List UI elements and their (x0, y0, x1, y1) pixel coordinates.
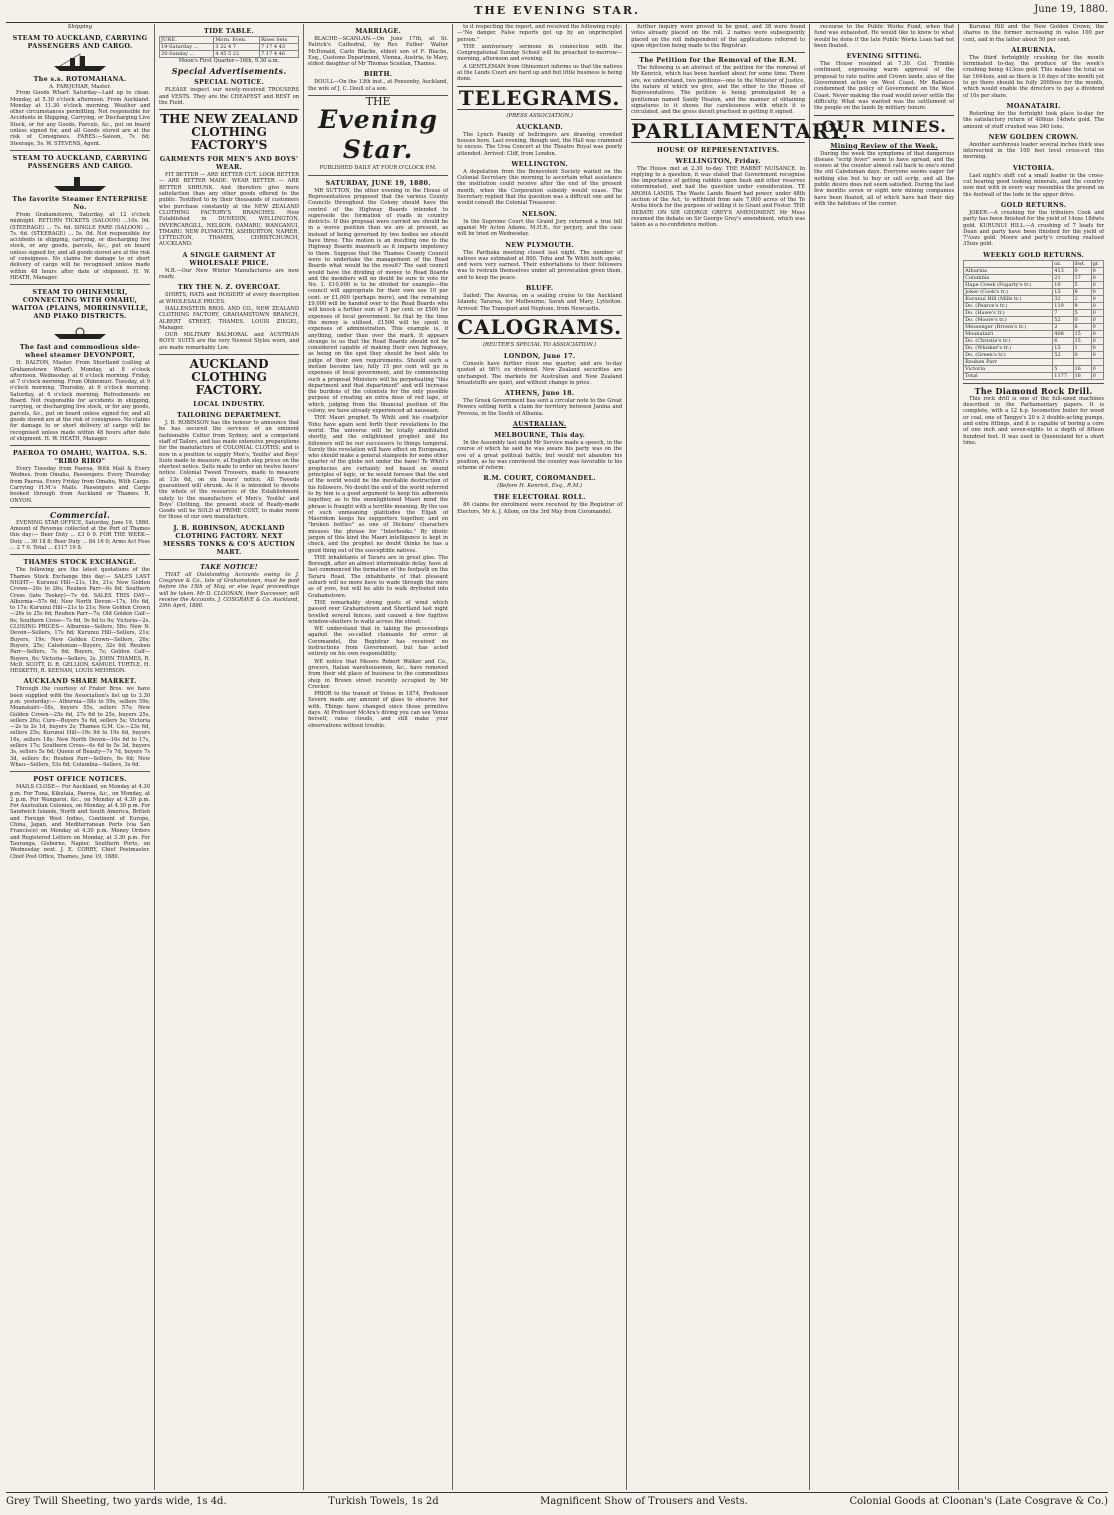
table-cell: 0 (1091, 316, 1103, 323)
masthead-title: THE EVENING STAR. (474, 4, 640, 17)
table-cell: 0 (1091, 288, 1103, 295)
ad-text: SHIRTS, HATS and HOSIERY of every description at WHOLESALE PRICES. (159, 292, 300, 305)
section-heading: THAMES STOCK EXCHANGE. (23, 558, 137, 567)
table-row (964, 330, 1104, 337)
divider (10, 771, 150, 772)
section-subheading: Mining Review of the Week. (830, 141, 938, 150)
ad-text: THAT all Outstanding Accounts owing to J. Cosgrave & Co., late of Grahamstown, must be paid before the 15th of May, or else legal proceedings will be taken. Mr D. CLOONAN, their Successor, will receive the Accounts. J. COSGRAVE & Co. Auckland, 29th April, 1880. (159, 571, 300, 610)
table-cell: 1177 (1053, 372, 1073, 379)
divider (10, 150, 150, 151)
table-cell: Kurunui Hill (Mills tr.) (964, 295, 1053, 302)
table-row (964, 281, 1104, 288)
article-text: further inquiry were proved to be good, and 38 were found votes already placed on the roll. 2 names were subsequently placed on the roll independent of the applications referred to upon objection being made to the Registrar. (631, 24, 806, 49)
article-text: THE inhabitants of Tararu are in great glee. The Borough, after an almost interminable delay, have at last commenced the formation of the footpath on the Tararu Road. The inhabitants of that pleasant suburb will no more have to wade through the mire as of yore, but will be able to walk dryfooted into Grahamstown. (308, 554, 449, 599)
ad-subheading: TAILORING DEPARTMENT. (176, 411, 282, 420)
footer-ad-strip (6, 1492, 1108, 1511)
table-cell: Do. (Hawe's tr.) (964, 309, 1053, 316)
article-text: The third fortnightly crushing for the month terminated to-day, the produce of the week's crushing being 413ozs gold. This makes the total so far 1644ozs, and as there is 10 days of the month yet to go there should be fully 2000ozs for the month, which would enable the directors to pay a dividend of 10s per share. (963, 54, 1105, 99)
table-row (964, 309, 1104, 316)
article-text: MAILS CLOSE— For Auckland, on Monday at 4.30 p.m. For Tuna, Kikutaia, Paeroa, &c., on Monday, at 2 p.m. For Wangaroi, &c., on Monday at 4.30 p.m. For Australian Colonies, on Monday, at 4.30 p.m. For Sandwich Islands, North and South America, British and Foreign West Indies, Continent of Europe, China, Japan, and Mediterranean Ports (via San Francisco) on Monday at 4.30 p.m. Money Orders and Registered Letters on Monday, at 3.30 p.m. For Tauranga, Gisborne, Napier, Southern Ports, on Wednesday next. J. E. CORRY, Chief Postmaster. Chief Post Office, Thames, June 19, 1880. (10, 784, 151, 860)
ad-subheading: A SINGLE GARMENT AT WHOLESALE PRICE. (182, 250, 276, 267)
dateline: WELLINGTON, Friday. (675, 156, 761, 165)
table-cell: 15 (1073, 337, 1091, 344)
table-cell: 52 (1053, 316, 1073, 323)
article-text: Retorting for the fortnight took place to-day for the satisfactory return of 408ozs 14dwts gold. The amount of stuff crushed was 340 tons. (963, 110, 1105, 130)
masthead (6, 4, 1108, 23)
ad-heading: STEAM TO AUCKLAND, CARRYING PASSENGERS AND CARGO. (12, 153, 148, 170)
table-cell: 0 (1091, 337, 1103, 344)
table-header: gr. (1091, 260, 1103, 267)
table-cell: 408 (1053, 330, 1073, 337)
table-cell: 0 (1073, 316, 1091, 323)
table-row (964, 365, 1104, 372)
article-text: to it respecting the report, and received the following reply:—"No danger. False reports got up by an unprincipled person." (457, 24, 623, 43)
article-text: A GENTLEMAN from Ohinemuri informs us that the natives at the Lands Court are hard up and but little business is being done. (457, 63, 623, 83)
tide-table (159, 36, 299, 58)
article-text: The Lynch Family of bellringers are drawing crowded houses here. Last evening, though wet, the Hall was crammed to excess. The Ursa Concert at the Theatre Royal was poorly attended. Arrived: Cliff, from London. (457, 131, 623, 157)
article-text: PRIOR to the transit of Venus in 1874, Professor Severn made any amount of glass to observe her with. Things have changed since those primitive days. At Professor McAra's diving you can see Venus herself, raise clouds, and still make your observations without trouble. (308, 691, 449, 729)
table-cell: 0 (1073, 267, 1091, 274)
table-cell: Do. (Pearce's tr.) (964, 302, 1053, 309)
section-heading: Special Advertisements. (171, 66, 287, 77)
table-cell: 4 45 5 22 (214, 51, 260, 58)
section-heading: EVENING SITTING. (846, 52, 922, 61)
article-text: THE remarkably strong gusts of wind which passed over Grahamstown and Shortland last night levelled several fences, and caused a few fugitive window-shutters to waltz across the street. (308, 599, 449, 625)
article-text: Kurunui Hill and the New Golden Crown, the shares in the former increasing in value 100 per cent, and in the latter about 50 per cent. (963, 24, 1105, 43)
table-cell: 15 (1053, 344, 1073, 351)
table-cell (1091, 358, 1103, 365)
ship-master: A. FARQUHAR, Master. (49, 84, 111, 90)
section-subheading: (Before H. Kenrick, Esq., R.M.) (497, 483, 583, 490)
article-text: This rock drill is one of the full-sized machines described in the Parliamentary papers. It is complete, with a 12 h.p. locomotive boiler for wood or coal, one of Tangye's 20 x 3 double-acting pumps, and extra fittings, and it is capable of boring a core of one inch and seven-eights to a depth of fifteen hundred feet. It was used in Queensland for a short time. (963, 395, 1105, 446)
table-cell: 0 (1091, 344, 1103, 351)
section-heading: MARRIAGE. (355, 27, 402, 35)
tide-table-title: TIDE TABLE. (204, 27, 255, 35)
ship-name: The favorite Steamer ENTERPRISE No. (12, 194, 148, 211)
column-5 (627, 24, 850, 1490)
section-heading: ALBURNIA. (1011, 45, 1056, 54)
ad-text: J. B. ROBINSON has the honour to announce that he has secured the services of an eminent fashionable Cutter from Sydney, and a competent staff of Tailors, and has made extensive preparations for the manufacture of COLONIAL CLOTHS; and is now in a position to supply Men's, Youths' and Boys' Suits made to measure, at English slop prices on the shortest notice. Suits made to order on twelve hours' notice. Colonial Tweed Trousers, made to measure at 13s 6d, on six hours' notice. All Tweeds guaranteed will shrunk. As it is intended to devote the whole of the resources of the Establishment solely to the manufacture of Men's, Youths' and Boys' Clothing, the present stock of Ready-made Goods will be SOLD at PRIME COST, to make room for those of our own manufacture. (159, 420, 300, 521)
article-text: WE notice that Messrs Robert Walker and Co., grocers, Italian warehousemen, &c., have removed from their old place of business to the commodious shop in Brown street recently occupied by Mr Crocker. (308, 658, 449, 690)
table-cell: 0 (1091, 295, 1103, 302)
section-heading: The Petition for the Removal of the R.M. (639, 56, 797, 65)
table-cell: 0 (1091, 323, 1103, 330)
section-heading: POST OFFICE NOTICES. (33, 775, 127, 784)
paper-the: THE (365, 95, 391, 109)
ad-subheading: TRY THE N. Z. OVERCOAT. (177, 283, 281, 292)
table-cell: 20-Sunday ... (160, 51, 214, 58)
notice-text: DOULL—On the 13th inst., at Ponsonby, Auckland, the wife of J. C. Doull of a son. (308, 79, 449, 92)
section-heading: TELEGRAMS. (458, 85, 621, 110)
ad-heading: TAKE NOTICE! (200, 562, 258, 571)
moon-note: Moon's First Quarter—16th, 9.30 a.m. (178, 58, 280, 64)
section-heading: OUR MINES. (814, 115, 954, 139)
table-row (964, 288, 1104, 295)
article-text: JOKER.—A crushing for the tributers Cook and party has been finished for the yield of 14ozs 18dwts gold. KURUNUI HILL.—A crushing of 7 loads for Dean and party have been finished for the yield of 7¼ozs gold. Moore and party's crushing realised 35ozs gold. (963, 209, 1105, 248)
article-text: Consols have further risen one quarter, and are to-day quoted at 98½ ex dividend. New Zealand securities are unchanged. The markets for Australian and New Zealand breadstuffs are quiet, and without change in price. (457, 360, 623, 386)
article-text: Through the courtesy of Frater Bros. we have been supplied with the Association's list up to 3.30 p.m. yesterday:— Alburnia—58s to 59s, sellers 59s; Moanatairi—58s, buyers 55s, sellers 57s; New Golden Crown—25s 6d, 27s 6d to 25s, buyers 25s, sellers 26s; Cure—Buyers 5s 6d, sellers 5s; Victoria—2s to 2s 1d, buyers 2s; Thames G.M. Co.—23s 6d, sellers 25s; Kurunui Hill—19s 9d to 19s 6d, buyers 16s, sellers 18s; New North Devon—16s 6d to 17s, sellers 17s; Southern Cross—6s 6d to 5s 3d, buyers 3s, sellers 5s 6d; Queen of Beauty—7s 7d, buyers 7s 3d, sellers 8s; Reuben Parr—Sellers, 6s 6d; New Whau—Sellers, 53s 6d; Columbia—Sellers, 3s 6d. (10, 686, 151, 768)
article-text: In the Supreme Court the Grand Jury returned a true bill against Mr Acton Adams, M.H.R., for perjury, and the case will be tried on Wednesday. (457, 218, 623, 238)
table-cell: 15 (1073, 330, 1091, 337)
column-3 (304, 24, 453, 1490)
ad-text: From Grahamstown, Saturday, at 12 o'clock midnight. RETURN TICKETS (SALOON) ...10s. 0d. (STEERAGE) ... 7s. 6d. SINGLE FARE (SALOON) ... 7s. 6d. (STEERAGE) ... 5s. 0d. Not responsible for accidents in shipping, carrying, or discharging live stock, or any goods, parcels, &c., put on board unless signed for, and all goods stored are at the risk of consignees. No claims for damage to or short delivery of cargo will be recognised unless made within 48 hours after date of shipment. H. W. HEATH, Manager. (10, 211, 151, 281)
ad-heading: PAEROA TO OMAHU, WAITOA. S.S. "RIRO RIRO" (12, 449, 148, 466)
table-header: oz. (1053, 260, 1073, 267)
table-cell: 0 (1091, 281, 1103, 288)
ship-name: The fast and commodious side-wheel steamer DEVONPORT, (19, 343, 141, 360)
table-cell: 119 (1053, 302, 1073, 309)
table-cell: 5 (1073, 309, 1091, 316)
weekly-gold-table (963, 260, 1104, 380)
table-row (964, 351, 1104, 358)
table-cell: 7 (1053, 309, 1073, 316)
section-heading: Shipping (67, 24, 93, 30)
column-4 (453, 24, 627, 1490)
table-cell: 413 (1053, 267, 1073, 274)
table-cell: 0 (1091, 365, 1103, 372)
ad-text: HALLENSTEIN BROS. AND CO., NEW ZEALAND CLOTHING FACTORY, GRAHAMSTOWN BRANCH, ALBERT STREET, THAMES. LOUIS ZIEGEL, Manager. (159, 305, 300, 331)
article-text: During the week the symptoms of that dangerous disease "scrip fever" seem to have spread, and the scenes at the counter almost call back to one's mind the old Caledonian days. Everyone seems eager for nothing else but to buy or sell scrip, and all the public desire does not seem satisfied. During the last few months seven or eight new mining companies have been floated, all of which have had their day with the habitues of the corner. (814, 150, 955, 207)
table-cell: 6 (1073, 323, 1091, 330)
table-cell: 7 17 4 46 (260, 51, 299, 58)
table-cell: 3 22 4 7 (214, 44, 260, 51)
divider (10, 554, 150, 555)
dateline: AUCKLAND. (516, 122, 563, 131)
dateline: ATHENS, June 18. (504, 389, 575, 398)
ad-text: N.B.—Our New Winter Manufactures are now ready. (159, 267, 300, 281)
masthead-date: June 19, 1880. (1034, 4, 1108, 15)
steamship-icon (50, 52, 110, 72)
table-cell: 1 (1073, 344, 1091, 351)
article-text: The following is an abstract of the petition for the removal of Mr Kenrick, which has been hawked about for some time. There are, we understand, two petitions—one to the Minister of Justice, the nature of which we give, and the other to the House of Representatives. The petition is being promulgated by a gentleman named Sandy Heaton, and the manner of obtaining signatures to it shows the carelessness with which it is circulated, and the gross deceit practised in getting it signed. (631, 65, 806, 116)
table-cell: Victoria (964, 365, 1053, 372)
article-text: recourse to the Public Works Fund, when that fund was exhausted. He would like to know to what would be done if the late Public Works Loan had not been floated. (814, 24, 955, 49)
section-subheading: (PRESS ASSOCIATION.) (506, 112, 573, 119)
article-text: The House resumed at 7.30. Col. Trimble continued, expressing warm approval of the proposal to rate native and Crown lands; also of the Government action on West Coast. Mr Ballance condemned the policy of Government on the West Coast. Never making the road would never settle the difficulty. What was wanted was the settlement of the people on the lands by military tenure. (814, 61, 955, 112)
ad-subheading: GARMENTS FOR MEN'S AND BOYS' WEAR. (159, 155, 299, 172)
table-cell: 5 (1053, 365, 1073, 372)
dateline: NEW PLYMOUTH. (505, 240, 574, 249)
section-heading: THE ELECTORAL ROLL. (493, 493, 586, 502)
divider (159, 109, 299, 110)
article-text: WE understand that in taking the proceedings against the so-called claimants for error at Coromandel, the Registrar has received no instructions from Government, but has acted entirely on his own responsibility. (308, 626, 449, 658)
table-cell: 9 (1073, 302, 1091, 309)
dateline: MELBOURNE, This day. (494, 430, 586, 439)
article-text: In the Assembly last night Mr Service made a speech, in the course of which he said he was aware his party was on the eve of a great political battle, but would not abandon his position, as he was convinced the country was favorable to his scheme of reform. (457, 439, 623, 472)
article-text: THE anniversary sermons in connection with the Congregational Sunday School will be preached to-morrow—morning, afternoon and evening. (457, 43, 623, 63)
table-cell: 52 (1053, 351, 1073, 358)
table-cell: Reuben Parr (964, 358, 1053, 365)
section-heading: MOANATAIRI. (1006, 101, 1061, 110)
published-line: PUBLISHED DAILY AT FOUR O'CLOCK P.M. (319, 165, 437, 172)
table-cell: 19-Saturday ... (160, 44, 214, 51)
section-heading: The Diamond Rock Drill. (974, 385, 1093, 396)
table-cell: 0 (1091, 372, 1103, 379)
article-text: Another auriferous leader several inches thick was intersected in the 100 feet level cross-cut this morning. (963, 141, 1105, 161)
divider (10, 507, 150, 508)
table-cell: Moanatairi (964, 330, 1053, 337)
dateline: BLUFF. (525, 284, 554, 293)
column-1 (6, 24, 155, 1490)
article-text: A deputation from the Benevolent Society waited on the Colonial Secretary this morning to ascertain what assistance the institution could receive after the end of the present month, when the Corporation subsidy would cease. The Secretary replied that the question was a difficult one and he would consult the Colonial Treasurer. (457, 168, 623, 207)
table-cell: 0 (1073, 351, 1091, 358)
table-cell: 5 (1073, 281, 1091, 288)
divider (159, 354, 299, 355)
table-cell: Do. (Green's tr.) (964, 351, 1053, 358)
table-row (964, 274, 1104, 281)
steamship-icon (50, 322, 110, 340)
table-row (964, 358, 1104, 365)
table-cell: Do. (Moore's tr.) (964, 316, 1053, 323)
notice-text: BLACHE—SCANLAN.—On June 17th, at St. Patrick's Cathedral, by Rev. Father Walter McDonald, Carlo Blache, eldest son of F. Blache, Esq., Customs Department, Vienna, Austria, to Mary, eldest daughter of Mr Thomas Scanlan, Thames. (308, 36, 449, 68)
article-text: THE Maori prophet Te Whiti and his coadjutor Tohu have again sent forth their revelations to the world. The universe will be totally annihilated shortly, and the enlightened prophet and his followers will be our successors to things temporal. Surely this revelation will have effect on Europeans, who should make a general stampede for some other quarter of the globe not under the bane! Te Whiti's prophecies are certainly not based on sound principles of logic, or he would foresee that the end of the world would be the inevitable destruction of his followers. No doubt the end of the world referred to by him is a good argument to keep his adherents together, as to the unenlightened Maori mind the phrase is fraught with a terrible meaning. By the use of such unmeaning platitudes the Elijah of Maoridom keeps his supporters together, and on "broken bottles" as one of Dickens' characters misuses the phrase for "Interhooks." By idiotic jargon of this kind the Maori intelligence is kept in check, and the prophet no doubt thinks he has a good thing out of the susceptible natives. (308, 415, 449, 554)
dateline: LONDON, June 17. (503, 351, 576, 360)
table-header: Rises Sets (260, 37, 299, 44)
dateline: WELLINGTON. (511, 159, 568, 168)
divider (308, 175, 448, 176)
table-header: dwt. (1073, 260, 1091, 267)
ad-text: From Goods Wharf. Saturday—Laid up to clean. Monday, at 5.30 o'clock afternoon. From Auckland. Monday at 11.30 o'clock morning. Weather and other circumstances permitting. Not responsible for Accidents in Shipping, Carrying, or Discharging Live Stock, or for any Goods, Parcels, &c., put on board unless signed for, and all Goods stored are at the risk of Consignees. FARES:—Saloon, 7s 6d; Steerage, 5s. W. STEVENS, Agent. (10, 90, 151, 147)
table-header: JUNE. (160, 37, 214, 44)
divider (631, 52, 805, 53)
section-heading: WEEKLY GOLD RETURNS. (983, 250, 1085, 259)
table-row (964, 344, 1104, 351)
footer-ad: Magnificent Show of Trousers and Vests. (540, 1496, 748, 1507)
table-cell: 0 (1091, 330, 1103, 337)
section-heading: Commercial. (49, 509, 111, 520)
section-heading: NEW GOLDEN CROWN. (988, 132, 1079, 141)
section-heading: AUSTRALIAN. (512, 419, 567, 428)
table-cell: 0 (1091, 267, 1103, 274)
section-heading: CALOGRAMS. (457, 314, 623, 339)
table-cell: 16 (1073, 372, 1091, 379)
table-cell: Columbia (964, 274, 1053, 281)
table-cell: 15 (1053, 288, 1073, 295)
table-cell: 10 (1053, 281, 1073, 288)
table-cell: 2 (1053, 323, 1073, 330)
ad-subheading: LOCAL INDUSTRY. (193, 400, 265, 409)
ad-heading: J. B. ROBINSON, AUCKLAND CLOTHING FACTORY. NEXT MESSRS TONKS & CO'S AUCTION MART. (163, 523, 296, 556)
ad-heading: THE NEW ZEALAND CLOTHING FACTORY'S (160, 112, 298, 153)
issue-date: SATURDAY, JUNE 19, 1880. (325, 178, 431, 187)
divider (159, 559, 299, 560)
article-text: The House met at 2.30 to-day. THE RABBIT NUISANCE. In replying to a question, it was stated that Government recognise the importance of getting rabbits upon bush and other reserves exterminated, and had the question under consideration. TE AROHA LANDS. The Waste Lands Board had power, under 48th section of the Act, to withhold from sale 7,000 acres of the Te Aroha block for the purpose of selling it to Grant and Foster. THE DEBATE ON SIR GEORGE GREY'S AMENDMENT. Mr Moss resumed the debate on Sir George Grey's amendment, which was taken as a no-confidence motion. (631, 165, 806, 229)
section-heading: BIRTH. (363, 70, 393, 79)
section-heading: AUCKLAND SHARE MARKET. (23, 677, 137, 686)
dateline: NELSON. (522, 209, 558, 218)
table-row (964, 267, 1104, 274)
footer-ad: Turkish Towels, 1s 2d (328, 1496, 439, 1507)
table-cell: 0 (1091, 309, 1103, 316)
ad-text: FIT BETTER — ARE BETTER CUT. LOOK BETTER — ARE BETTER MADE. WEAR BETTER — ARE BETTER SHRUNK. And therefore give more satisfaction than any other goods offered to the public. Testified to by their thousands of customers who purchase constantly at the NEW ZEALAND CLOTHING FACTORY'S BRANCHES. Now Established in DUNEDIN, WELLINGTON, INVERCARGILL, NELSON, OAMARU, WANGANUI, TIMARU, NEW PLYMOUTH, ASHBURTON, NAPIER, LYTTELTON, THAMES, CHRISTCHURCH, AUCKLAND. (159, 172, 300, 248)
table-cell: 16 (1073, 365, 1091, 372)
table-cell: Total (964, 372, 1053, 379)
table-row (964, 302, 1104, 309)
section-heading: PARLIAMENTARY. (631, 118, 850, 143)
divider (10, 445, 150, 446)
table-cell: 32 (1053, 295, 1073, 302)
table-cell: 0 (1091, 274, 1103, 281)
table-cell (1073, 358, 1091, 365)
ad-heading: AUCKLAND CLOTHING FACTORY. (189, 357, 269, 398)
table-cell: 0 (1091, 351, 1103, 358)
table-cell: Do. (Whisker's tr.) (964, 344, 1053, 351)
ad-text: Every Tuesday from Paeroa, With Mail & Every Wednes. from Omahu, Passengers. Every Thursday from Paeroa, Every Friday from Omahu, With Cargo. Carrying H.M.'s Mails. Passengers and Cargo booked through from Auckland or Thames. R. ONYON. (10, 466, 151, 504)
section-subheading: HOUSE OF REPRESENTATIVES. (656, 145, 780, 154)
article-text: Last night's shift cut a small leader in the cross-cut bearing good looking minerals, and the country now met with in every way resembles the ground on the footwall of the lode in the upper drive. (963, 172, 1105, 198)
footer-ad: Grey Twill Sheeting, two yards wide, 1s 4d. (6, 1496, 227, 1507)
table-cell: 2 (1073, 295, 1091, 302)
ad-heading: STEAM TO OHINEMURI, CONNECTING WITH OMAHU, WAITOA (PLAINS, MORRINSVILLE, AND PIAKO DISTRICTS. (11, 288, 149, 321)
table-cell: Do. (Christie's tr.) (964, 337, 1053, 344)
table-row (964, 337, 1104, 344)
table-cell: 21 (1053, 274, 1073, 281)
table-cell: 8 (1073, 288, 1091, 295)
table-cell: Hape Creek (Fogarty's tr.) (964, 281, 1053, 288)
ad-text: OUR MILITARY BALMORAL and AUSTRIAN BOYS' SUITS are the very Newest Styles worn, and are made remarkably Low. (159, 332, 300, 351)
table-row (964, 323, 1104, 330)
table-cell: 17 (1073, 274, 1091, 281)
table-cell: Alburnia (964, 267, 1053, 274)
table-cell: 6 (1053, 337, 1073, 344)
section-subheading: (REUTER'S SPECIAL TO ASSOCIATION.) (482, 341, 597, 348)
table-row (964, 372, 1104, 379)
ship-name: The s.s. ROTOMAHANA. (33, 75, 127, 83)
ad-text: PLEASE inspect our newly-received TROUSERS and VESTS. They are the CHEAPEST and BEST on the Field. (159, 87, 300, 106)
table-cell: Messenger (Brown's tr.) (964, 323, 1053, 330)
table-header (964, 260, 1053, 267)
column-7 (959, 24, 1108, 1490)
table-row (964, 316, 1104, 323)
table-cell (1053, 358, 1073, 365)
table-cell: 0 (1091, 302, 1103, 309)
table-row (964, 295, 1104, 302)
section-heading: GOLD RETURNS. (1000, 200, 1067, 209)
article-text: Sailed: The Awarua, on a sealing cruise to the Auckland Islands; Tararua, for Melbourne; Sarah and Mary, Lyttelton. Arrived: The Transport and Neptune, from Newcastle. (457, 293, 623, 312)
steamship-icon (50, 172, 110, 192)
ad-heading: SPECIAL NOTICE. (194, 78, 265, 87)
footer-ad: Colonial Goods at Cloonan's (Late Cosgrave & Co.) (849, 1496, 1108, 1507)
article-text: EVENING STAR OFFICE, Saturday, June 19, 1880. Amount of Revenue collected at the Port of Thames this day:— Beer Duty ... £3 0 0. FOR THE WEEK— Duty ... 30 18 8; Beer Duty ... 84 16 0; Arms Act Fees ... 2 7 0. Total ... £117 19 8. (10, 519, 151, 552)
ad-heading: STEAM TO AUCKLAND, CARRYING PASSENGERS AND CARGO. (12, 34, 148, 50)
divider (10, 284, 150, 285)
ad-text: H. DALTON, Master. From Shortland (calling at Grahamstown Wharf). Monday, at 8 o'clock afternoon. Wednesday, at 6 o'clock morning. Friday, at 7 o'clock morning. From Ohinemuri. Tuesday, at 9 o'clock morning. Thursday, at 6 o'clock morning. Saturday, at 6 o'clock morning. Refreshments on Board. Not responsible for accidents in shipping, carrying, or discharging live stock, or for any goods, parcels, &c., put on board unless signed for, and all goods stored are at the risk of consignees. No claims for damage to or short delivery of cargo will be recognised unless made within 48 hours after date of shipment. H. W. HEATH, Manager. (10, 360, 151, 442)
article-text: The following are the latest quotations of the Thames Stock Exchange this day:— SALES LAST NIGHT— Kurunui Hill—21s, 18s, 21s; New Golden Crown—26s to 26s; Reuben Parr—6s 6d; Southern Cross (late Tookey)—7s 6d. SALES THIS DAY— Alburnia—57s 6d; New North Devon—17s, 16s 6d, to 17s; Kurunui Hill—21s to 21s; New Golden Crown—26s to 25s 6d; Reuben Parr—7s; Old Golden Calf—6s; Southern Cross—7s 6d, 9s 6d to 9s; Victoria—2s. CLOSING PRICES— Alburnia—Sellers, 58s; New N. Devon—Sellers, 17s 6d; Kurunui Hill—Sellers, 21s; Buyers, 19s; New Golden Crown—Sellers, 26s; Buyers, 25s; Caledonian—Buyers, 32s 6d; Reuben Parr—Sellers, 7s 6d; Buyers, 7s; Golden Calf—Buyers, 6s; Victoria—Sellers, 2s. JOHN THAMES, R. McD. SCOTT, D. R. GELLION, SAMUEL TURTLE, H. HESKETH, R. KEENAN, LOUIS MEHRSON. (10, 567, 151, 675)
divider (963, 383, 1104, 384)
column-2 (155, 24, 304, 1490)
section-heading: R.M. COURT, COROMANDEL. (483, 474, 596, 483)
article-text: The Parihaka meeting closed last night. The number of natives was estimated at 800. Tohu and Te Whiti both spoke, and were very earnest. Their exhortations to their followers was to restrain themselves under all provocation given them, and to keep the peace. (457, 249, 623, 281)
article-text: 86 claims for enrolment were received by the Registrar of Electors, Mr A. J. Allom, on the 3rd May from Coromandel. (457, 502, 623, 515)
column-6 (810, 24, 959, 1490)
paper-nameplate: Evening Star. (318, 105, 439, 165)
article-text: The Greek Government has sent a circular note to the Great Powers setting forth a claim for territory between Janina and Preveza, in the South of Albania. (457, 398, 623, 417)
table-header: Morn. Even. (214, 37, 260, 44)
table-cell: 7 17 4 43 (260, 44, 299, 51)
table-cell: Joker (Cook's tr.) (964, 288, 1053, 295)
article-text: MR SUTTON, the other evening in the House of Representatives proposed that the various County Councils throughout the Colony should have the control of the Highway Boards intended to supersede the formation of roads in country districts. If this proposal were carried we should be in a worse position than we are at present, as instead of being governed by two bodies we should have three. This motion is an insulting one to the Highway Boards inasmuch as it imparts impotency to them. Suppose that the Thames County Council were to undertake the management of the Road Boards what would be the result? The said council would have the dividing of money to Road Boards and the members will no doubt be sure to vote for No. 1. £10,000 is to be divided for example—the council will appropriate for their own use 10 per cent. or £1,000 (perhaps more), and the remaining £9,000 will be handed over to the Road Boards who will knock a further sum of 5 per cent. or £500 for expenses of local government. So that by the time the money is utilised, £1500 will be spent in expenses of administration. This example is, if anything, under than over the mark. It appears strange to us that the Road Boards should not be considered capable of making their own highways, as being on the spot they should be best able to judge of their own requirements. Should such a motion become law, fully 15 per cent will go in expenses of local government, and by commencing such a proposal Ministers will be perpetuating "this department and that department" and will increase the burdens of the colonists for the only possible purpose of creating an extra dose of red tape, of which, judging from the financial position of the colony, we have already experienced ad nauseam. (308, 187, 449, 415)
section-heading: VICTORIA. (1012, 163, 1055, 172)
